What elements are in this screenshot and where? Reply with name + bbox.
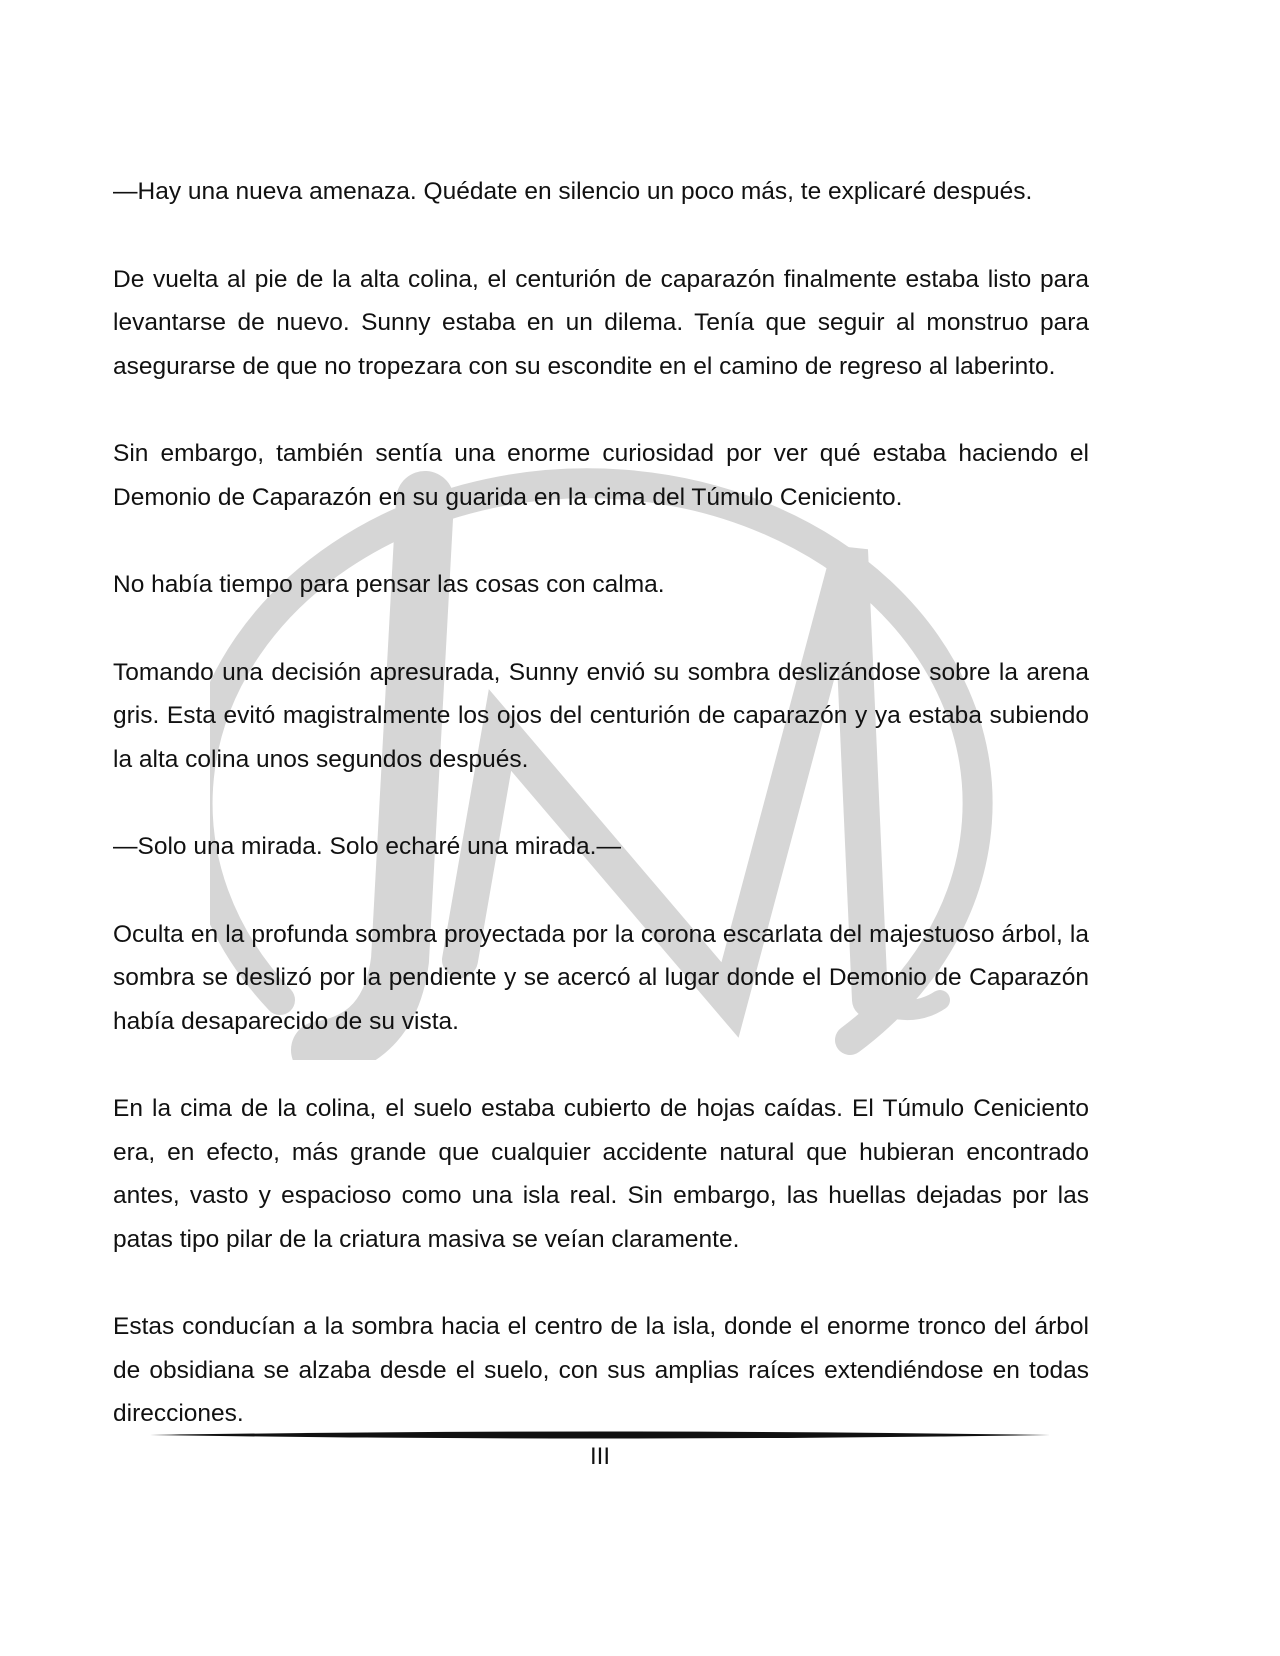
paragraph-5: Tomando una decisión apresurada, Sunny envió su sombra deslizándose sobre la arena gris. Esta evitó magistralmente los ojos del centurión de caparazón y ya estaba subiendo la alta colina unos segundos después. xyxy=(113,658,1089,773)
footer-divider xyxy=(150,1430,1050,1440)
paragraph-6: —Solo una mirada. Solo echaré una mirada.— xyxy=(113,833,621,860)
paragraph-9: Estas conducían a la sombra hacia el centro de la isla, donde el enorme tronco del árbol de obsidiana se alzaba desde el suelo, con sus amplias raíces extendiéndose en todas direcciones. xyxy=(113,1313,1089,1427)
paragraph-8: En la cima de la colina, el suelo estaba cubierto de hojas caídas. El Túmulo Ceniciento era, en efecto, más grande que cualquier accidente natural que hubieran encontrado antes, vasto y espacioso como una isla real. Sin embargo, las huellas dejadas por las patas tipo pilar de la criatura masiva se veían claramente. xyxy=(113,1095,1089,1253)
paragraph-1: —Hay una nueva amenaza. Quédate en silencio un poco más, te explicaré después. xyxy=(113,178,1033,205)
document-body xyxy=(113,170,1089,1480)
page-number: III xyxy=(589,1443,610,1470)
paragraph-3: Sin embargo, también sentía una enorme curiosidad por ver qué estaba haciendo el Demonio de Caparazón en su guarida en la cima del Túmulo Ceniciento. xyxy=(113,440,1089,511)
paragraph-2: De vuelta al pie de la alta colina, el centurión de caparazón finalmente estaba listo para levantarse de nuevo. Sunny estaba en un dilema. Tenía que seguir al monstruo para asegurarse de que no tropezara con su escondite en el camino de regreso al laberinto. xyxy=(113,265,1089,380)
paragraph-4: No había tiempo para pensar las cosas con calma. xyxy=(113,571,665,598)
paragraph-7: Oculta en la profunda sombra proyectada por la corona escarlata del majestuoso árbol, la sombra se deslizó por la pendiente y se acercó al lugar donde el Demonio de Caparazón había desaparecido de su vista. xyxy=(113,920,1089,1035)
